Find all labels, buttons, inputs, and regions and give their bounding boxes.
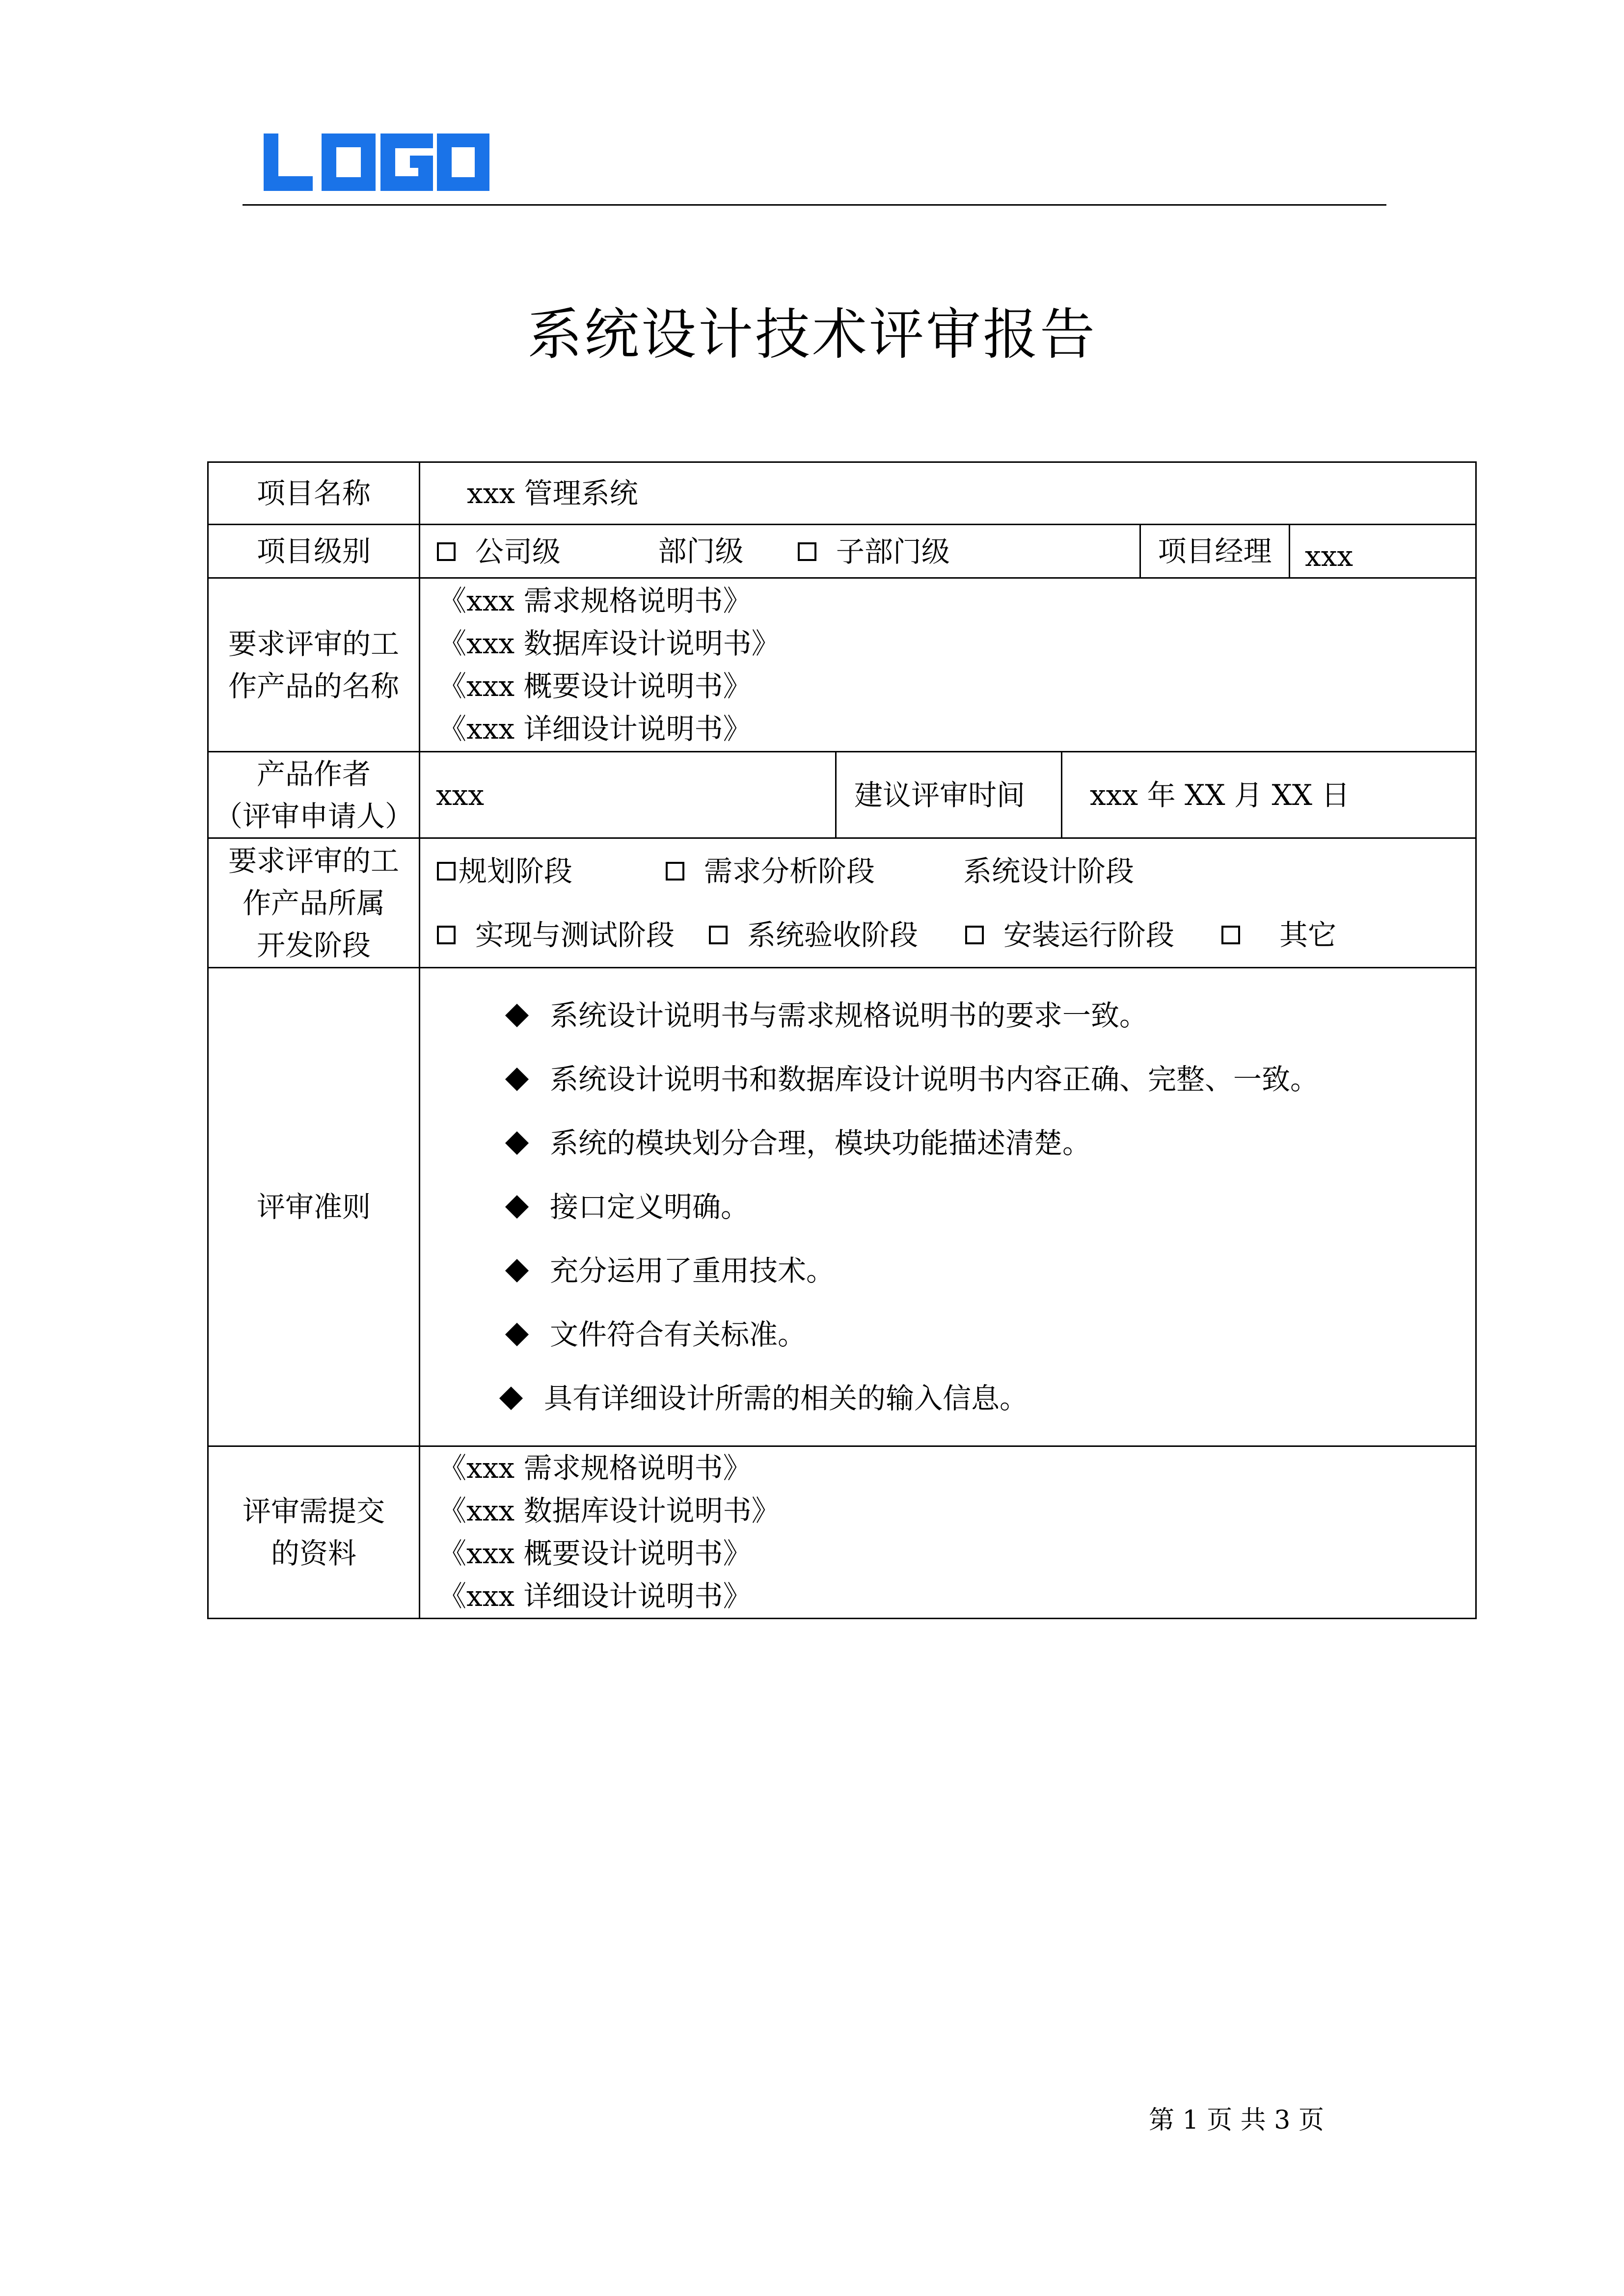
material-item: 《xxx 概要设计说明书》 [438,1537,752,1570]
stage-option-deployment[interactable]: 安装运行阶段 [965,914,1174,956]
diamond-bullet-icon [505,1004,529,1027]
row-criteria [208,968,1476,1446]
work-product-item: 《xxx 数据库设计说明书》 [438,626,780,660]
criteria-item: 文件符合有关标准。 [509,1303,1475,1366]
checkbox-icon [666,862,684,881]
criteria-item: 系统的模块划分合理，模块功能描述清楚。 [509,1111,1475,1175]
review-time-value: xxx 年 XX 月 XX 日 [1062,752,1476,838]
review-form-table [207,461,1477,1619]
checkbox-icon [709,926,728,944]
row-dev-stage [208,838,1476,968]
criteria-item: 充分运用了重用技术。 [509,1239,1475,1303]
stage-option-acceptance[interactable]: 系统验收阶段 [709,914,918,956]
checkbox-icon [437,862,456,881]
stage-option-other[interactable]: 其它 [1221,914,1336,956]
criteria-label: 评审准则 [208,968,420,1446]
checkbox-icon [437,542,456,561]
row-author [208,752,1476,838]
material-item: 《xxx 需求规格说明书》 [438,1451,752,1485]
criteria-item: 接口定义明确。 [509,1175,1475,1239]
author-label: 产品作者 （评审申请人） [208,752,420,838]
stage-option-implementation[interactable]: 实现与测试阶段 [437,914,675,956]
page-number: 第 1 页 共 3 页 [1149,2106,1324,2135]
stage-option-system-design: 系统设计阶段 [963,854,1135,888]
checkbox-icon [965,926,984,944]
logo-graphic [264,133,489,191]
diamond-bullet-icon [505,1259,529,1282]
project-level-label: 项目级别 [208,525,420,578]
material-item: 《xxx 数据库设计说明书》 [438,1494,780,1527]
row-project-level [208,525,1476,578]
project-name-value: xxx 管理系统 [420,462,1476,525]
project-manager-label: 项目经理 [1140,525,1290,578]
materials-list [420,1446,1476,1619]
work-product-item: 《xxx 需求规格说明书》 [438,584,752,617]
work-products-label: 要求评审的工 作产品的名称 [208,578,420,752]
diamond-bullet-icon [499,1387,523,1410]
work-product-item: 《xxx 详细设计说明书》 [438,712,752,746]
criteria-item: 系统设计说明书与需求规格说明书的要求一致。 [509,984,1475,1047]
stage-option-planning[interactable]: 规划阶段 [437,850,572,892]
row-work-products [208,578,1476,752]
checkbox-icon [437,926,456,944]
company-logo [264,133,489,191]
project-manager-value: xxx [1290,525,1476,578]
stage-option-requirements[interactable]: 需求分析阶段 [666,850,875,892]
level-option-department: 部门级 [658,534,744,568]
project-name-label: 项目名称 [208,462,420,525]
criteria-item: 系统设计说明书和数据库设计说明书内容正确、完整、一致。 [509,1047,1475,1111]
checkbox-icon [1221,926,1240,944]
document-title: 系统设计技术评审报告 [527,303,1097,367]
materials-label: 评审需提交 的资料 [208,1446,420,1619]
diamond-bullet-icon [505,1068,529,1091]
diamond-bullet-icon [505,1323,529,1346]
criteria-item: 具有详细设计所需的相关的输入信息。 [503,1366,1475,1430]
review-time-label: 建议评审时间 [836,752,1062,838]
author-value: xxx [420,752,836,838]
dev-stage-label: 要求评审的工 作产品所属 开发阶段 [208,838,420,968]
work-products-list [420,578,1476,752]
level-option-company[interactable]: 公司级 [437,531,561,573]
diamond-bullet-icon [505,1131,529,1155]
work-product-item: 《xxx 概要设计说明书》 [438,669,752,703]
material-item: 《xxx 详细设计说明书》 [438,1579,752,1613]
project-level-options [420,525,1140,578]
header-divider [243,204,1386,206]
level-option-subdepartment[interactable]: 子部门级 [798,531,950,573]
dev-stage-options [420,838,1476,968]
diamond-bullet-icon [505,1195,529,1219]
checkbox-icon [798,542,816,561]
row-project-name [208,462,1476,525]
row-materials [208,1446,1476,1619]
criteria-list [420,968,1476,1446]
